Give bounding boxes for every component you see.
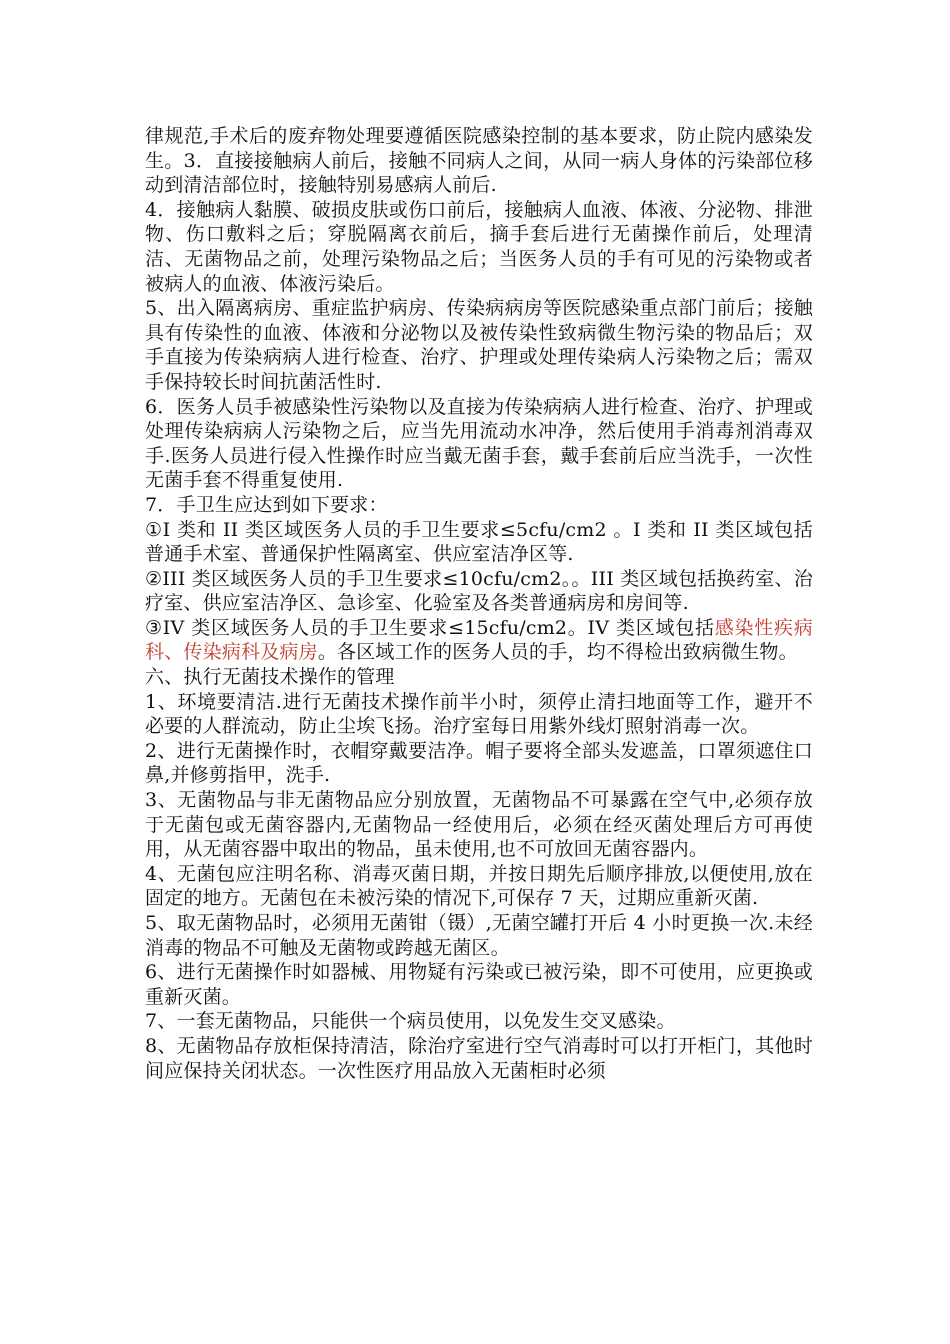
paragraph-iv-text-end: 。各区域工作的医务人员的手，均不得检出致病微生物。 [317,641,798,664]
paragraph: 6．医务人员手被感染性污染物以及直接为传染病病人进行检查、治疗、护理或处理传染病病人污染物之后，应当先用流动水冲净，然后使用手消毒剂消毒双手.医务人员进行侵入性操作时应当戴无菌手套，戴手套前后应当洗手，一次性无菌手套不得重复使用. [145,395,813,492]
paragraph: ①I 类和 II 类区域医务人员的手卫生要求≤5cfu/cm2 。I 类和 II 类区域包括普通手术室、普通保护性隔离室、供应室洁净区等. [145,518,813,566]
document-body [145,124,813,1083]
paragraph: 7．手卫生应达到如下要求： [145,493,388,516]
paragraph: 3、无菌物品与非无菌物品应分别放置，无菌物品不可暴露在空气中,必须存放于无菌包或无菌容器内,无菌物品一经使用后，必须在经灭菌处理后方可再使用，从无菌容器中取出的物品，虽未使用,也不可放回无菌容器内。 [145,789,813,861]
paragraph-iv [145,616,813,665]
paragraph: 5、取无菌物品时，必须用无菌钳（镊）,无菌空罐打开后 4 小时更换一次.未经消毒的物品不可触及无菌物或跨越无菌区。 [145,912,813,959]
paragraph: 4．接触病人黏膜、破损皮肤或伤口前后，接触病人血液、体液、分泌物、排泄物、伤口敷料之后；穿脱隔离衣前后，摘手套后进行无菌操作前后，处理清洁、无菌物品之前，处理污染物品之后；当医务人员的手有可见的污染物或者被病人的血液、体液污染后。 [145,198,813,295]
paragraph: 2、进行无菌操作时，衣帽穿戴要洁净。帽子要将全部头发遮盖，口罩须遮住口鼻,并修剪指甲，洗手. [145,739,813,787]
paragraph: 律规范,手术后的废弃物处理要遵循医院感染控制的基本要求，防止院内感染发生。3．直接接触病人前后，接触不同病人之间，从同一病人身体的污染部位移动到清洁部位时，接触特别易感病人前后. [145,125,813,197]
paragraph: 6、进行无菌操作时如器械、用物疑有污染或已被污染，即不可使用，应更换或重新灭菌。 [145,961,813,1008]
paragraph: 5、出入隔离病房、重症监护病房、传染病病房等医院感染重点部门前后；接触具有传染性的血液、体液和分泌物以及被传染性致病微生物污染的物品后；双手直接为传染病病人进行检查、治疗、护理或处理传染病人污染物之后；需双手保持较长时间抗菌活性时. [145,297,813,393]
paragraph: 1、环境要清洁.进行无菌技术操作前半小时，须停止清扫地面等工作，避开不必要的人群流动，防止尘埃飞扬。治疗室每日用紫外线灯照射消毒一次。 [145,690,813,738]
section-heading: 六、执行无菌技术操作的管理 [145,666,395,689]
paragraph: ②III 类区域医务人员的手卫生要求≤10cfu/cm2。。III 类区域包括换药室、治疗室、供应室洁净区、急诊室、化验室及各类普通病房和房间等. [145,567,813,615]
paragraph: 7、一套无菌物品，只能供一个病员使用，以免发生交叉感染。 [145,1010,676,1033]
paragraph: 4、无菌包应注明名称、消毒灭菌日期，并按日期先后顺序排放,以便使用,放在固定的地方。无菌包在未被污染的情况下,可保存 7 天，过期应重新灭菌. [145,862,813,910]
paragraph: 8、无菌物品存放柜保持清洁，除治疗室进行空气消毒时可以打开柜门，其他时间应保持关闭状态。一次性医疗用品放入无菌柜时必须 [145,1034,813,1082]
paragraph-iv-text: ③IV 类区域医务人员的手卫生要求≤15cfu/cm2。IV 类区域包括 [145,616,715,639]
highlighted-text: 感染性疾病科、传染病科及病房 [145,616,813,664]
